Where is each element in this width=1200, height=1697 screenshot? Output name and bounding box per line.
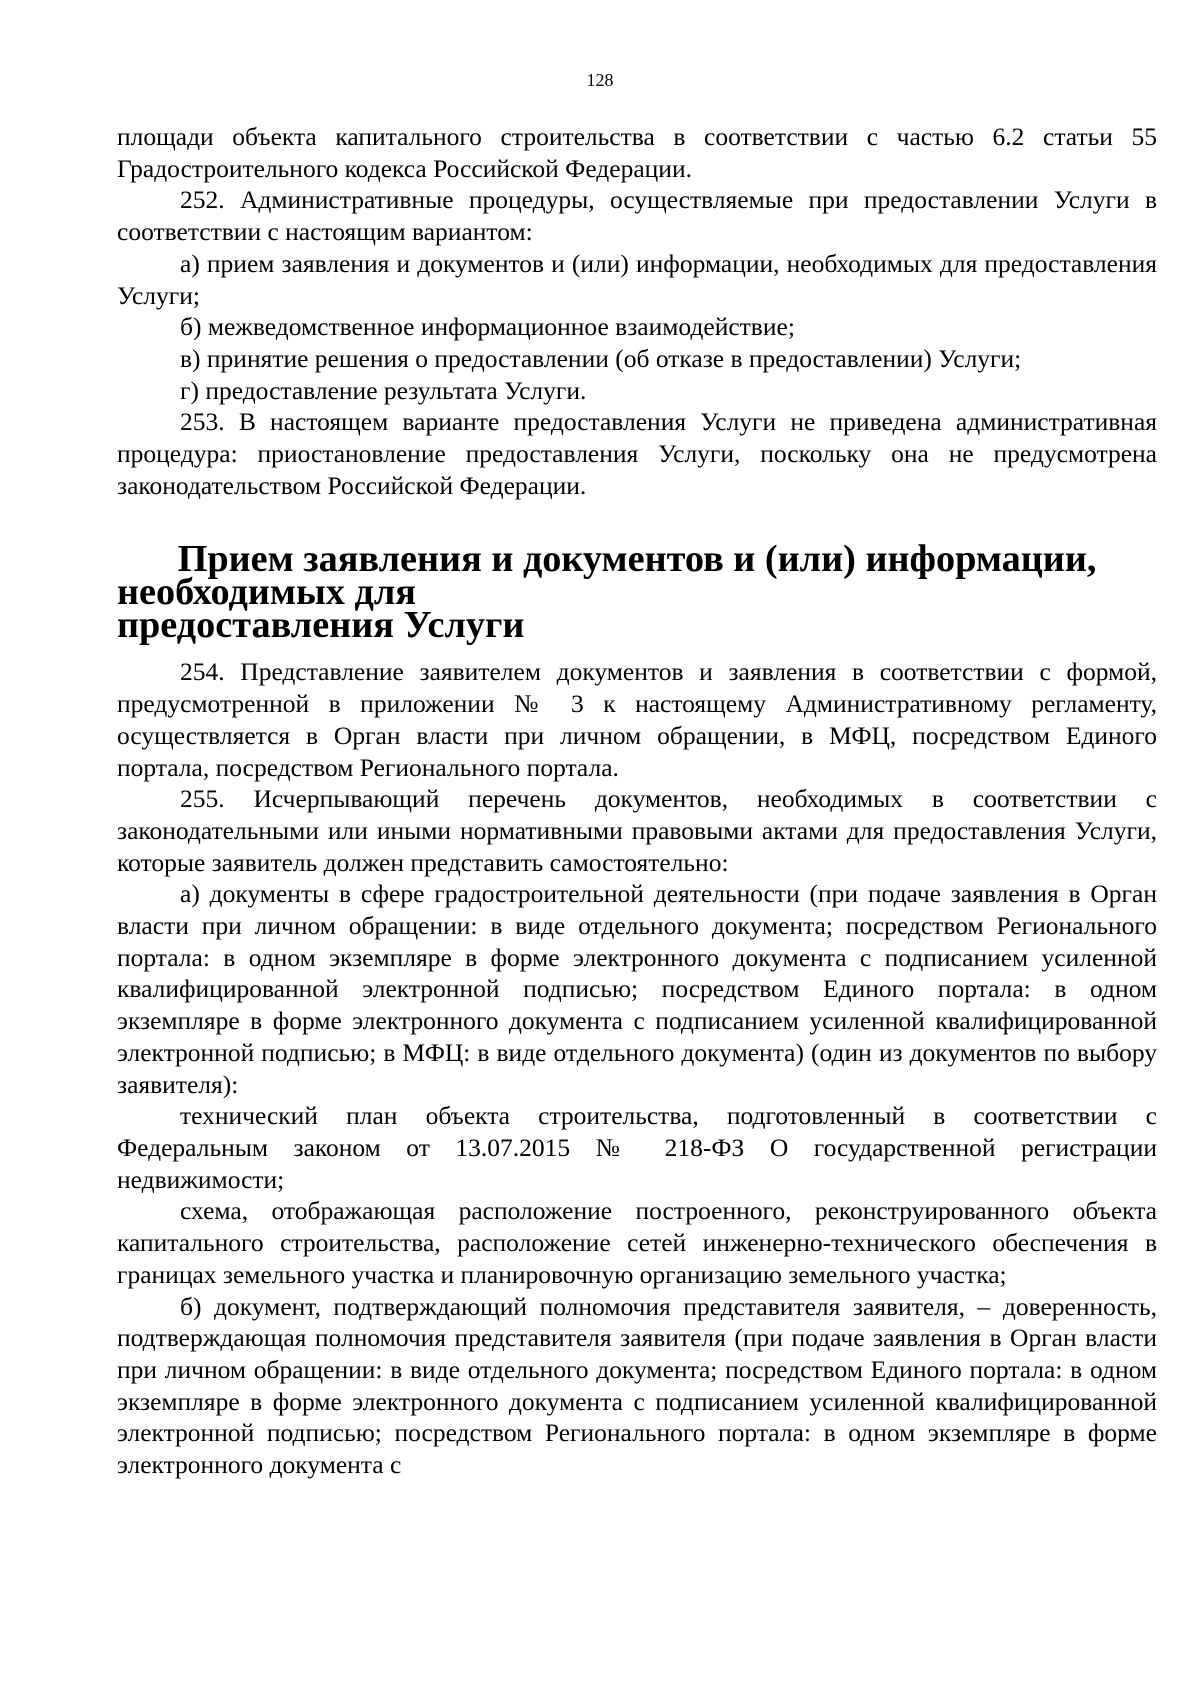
- list-item-v: в) принятие решения о предоставлении (об отказе в предоставлении) Услуги;: [180, 343, 1022, 373]
- list-item-technical-plan: технический план объекта строительства, подготовленный в соответствии с Федеральным законом от 13.07.2015 № 218-ФЗ О государственной регистрации недвижимости;: [117, 1101, 1157, 1194]
- page-number: 128: [586, 70, 614, 90]
- paragraph-252: 252. Административные процедуры, осуществляемые при предоставлении Услуги в соответствии с настоящим вариантом:: [117, 185, 1157, 247]
- list-item-documents-b: б) документ, подтверждающий полномочия представителя заявителя, – доверенность, подтверждающая полномочия представителя заявителя (при подаче заявления в Орган власти при личном обращении: в виде отдельного документа; посредством Единого портала: в одном экземпляре в форме электронного документа с подписанием усиленной квалифицированной электронной подписью; посредством Регионального портала: в одном экземпляре в форме электронного документа с: [117, 1291, 1157, 1480]
- list-item-documents-a: а) документы в сфере градостроительной деятельности (при подаче заявления в Орган власти при личном обращении: в виде отдельного документа; посредством Регионального портала: в одном экземпляре в форме электронного документа с подписанием усиленной квалифицированной электронной подписью; посредством Единого портала: в одном экземпляре в форме электронного документа с подписанием усиленной квалифицированной электронной подписью; в МФЦ: в виде отдельного документа) (один из документов по выбору заявителя):: [117, 879, 1157, 1099]
- document-body: [117, 121, 1157, 1481]
- list-item-b: б) межведомственное информационное взаимодействие;: [180, 312, 795, 342]
- section-heading: [117, 538, 1157, 647]
- paragraph-253: 253. В настоящем варианте предоставления Услуги не приведена административная процедура: приостановление предоставления Услуги, поскольку она не предусмотрена законодательством Российской Федерации.: [117, 407, 1157, 500]
- section-heading-line-2: предоставления Услуги: [117, 604, 525, 647]
- section-heading-line-1: Прием заявления и документов и (или) информации, необходимых для: [117, 538, 1097, 614]
- list-item-g: г) предоставление результата Услуги.: [180, 375, 587, 405]
- list-item-scheme: схема, отображающая расположение построенного, реконструированного объекта капитального строительства, расположение сетей инженерно-технического обеспечения в границах земельного участка и планировочную организацию земельного участка;: [117, 1196, 1157, 1289]
- paragraph-255: 255. Исчерпывающий перечень документов, необходимых в соответствии с законодательными или иными нормативными правовыми актами для предоставления Услуги, которые заявитель должен представить самостоятельно:: [117, 784, 1157, 877]
- list-item-a: а) прием заявления и документов и (или) информации, необходимых для предоставления Услуги;: [117, 248, 1157, 310]
- paragraph-continuation: площади объекта капитального строительства в соответствии с частью 6.2 статьи 55 Градостроительного кодекса Российской Федерации.: [117, 122, 1157, 183]
- paragraph-254: 254. Представление заявителем документов и заявления в соответствии с формой, предусмотренной в приложении № 3 к настоящему Административному регламенту, осуществляется в Орган власти при личном обращении, в МФЦ, посредством Единого портала, посредством Регионального портала.: [117, 657, 1157, 782]
